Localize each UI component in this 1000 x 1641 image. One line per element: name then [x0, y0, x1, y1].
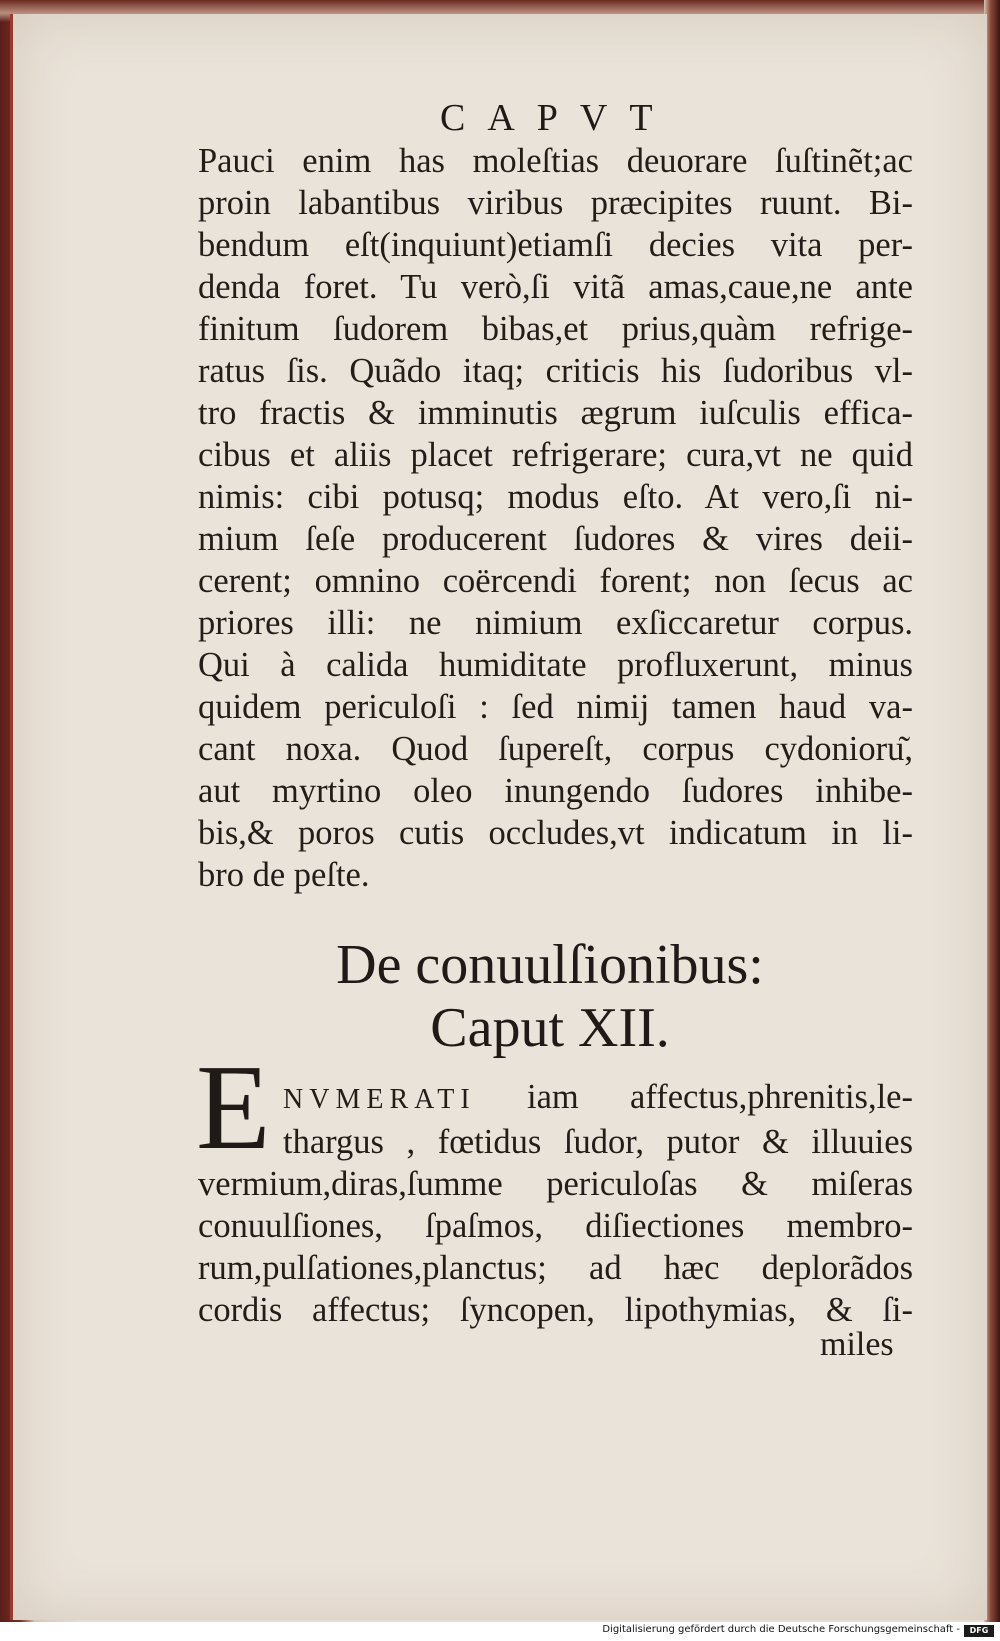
opening-line-rest: iam affectus,phrenitis,le- — [527, 1078, 913, 1116]
text-line: Qui à calida humiditate profluxerunt, minus — [198, 646, 913, 684]
text-line: cordis affectus; ſyncopen, lipothymias, & ſi- — [198, 1291, 913, 1329]
text-line: cerent; omnino coërcendi forent; non ſecus ac — [198, 562, 913, 600]
drop-cap: E — [196, 1040, 271, 1175]
text-line: ratus ſis. Quãdo itaq; criticis his ſudoribus vl- — [198, 352, 913, 390]
footer — [0, 1622, 1000, 1641]
text-line: bis,& poros cutis occludes,vt indicatum in li- — [198, 814, 913, 852]
footer-credit: Digitalisierung gefördert durch die Deutsche Forschungsgemeinschaft - — [602, 1624, 960, 1635]
text-line — [198, 1076, 913, 1121]
text-line: finitum ſudorem bibas,et prius,quàm refrige- — [198, 310, 913, 348]
text-line: aut myrtino oleo inungendo ſudores inhibe- — [198, 772, 913, 810]
text-line: vermium,diras,ſumme periculoſas & miſeras — [198, 1165, 913, 1203]
text-line: thargus , fœtidus ſudor, putor & illuuies — [283, 1123, 913, 1161]
text-line: bendum eſt(inquiunt)etiamſi decies vita per- — [198, 226, 913, 264]
text-line: proin labantibus viribus præcipites ruunt. Bi- — [198, 184, 913, 222]
text-line: tro fractis & imminutis ægrum iuſculis effica- — [198, 394, 913, 432]
running-head: CAPVT — [440, 97, 675, 139]
text-line: cant noxa. Quod ſupereſt, corpus cydonioru͂, — [198, 730, 913, 768]
text-line: quidem periculoſi : ſed nimij tamen haud va- — [198, 688, 913, 726]
text-line: Pauci enim has moleſtias deuorare ſuſtinẽt;ac — [198, 142, 913, 180]
chapter-title — [200, 935, 900, 1061]
catchword: miles — [820, 1326, 894, 1363]
paragraph-2 — [198, 1076, 913, 1331]
dfg-logo: DFG — [964, 1625, 994, 1637]
text-line: rum,pulſationes,planctus; ad hæc deplorãdos — [198, 1249, 913, 1287]
text-line: nimis: cibi potusq; modus eſto. At vero,ſi ni- — [198, 478, 913, 516]
text-line: conuulſiones, ſpaſmos, diſiectiones membro- — [198, 1207, 913, 1245]
text-line: denda foret. Tu verò,ſi vitã amas,caue,ne ante — [198, 268, 913, 306]
chapter-title-line-1: De conuulſionibus: — [336, 934, 764, 996]
text-line: mium ſeſe producerent ſudores & vires deii- — [198, 520, 913, 558]
text-line: bro de peſte. — [198, 856, 370, 894]
opening-word: NVMERATI — [283, 1084, 476, 1115]
chapter-title-line-2: Caput XII. — [430, 997, 670, 1059]
paragraph-1 — [198, 140, 913, 896]
text-line: cibus et aliis placet refrigerare; cura,vt ne quid — [198, 436, 913, 474]
text-line: priores illi: ne nimium exſiccaretur corpus. — [198, 604, 913, 642]
